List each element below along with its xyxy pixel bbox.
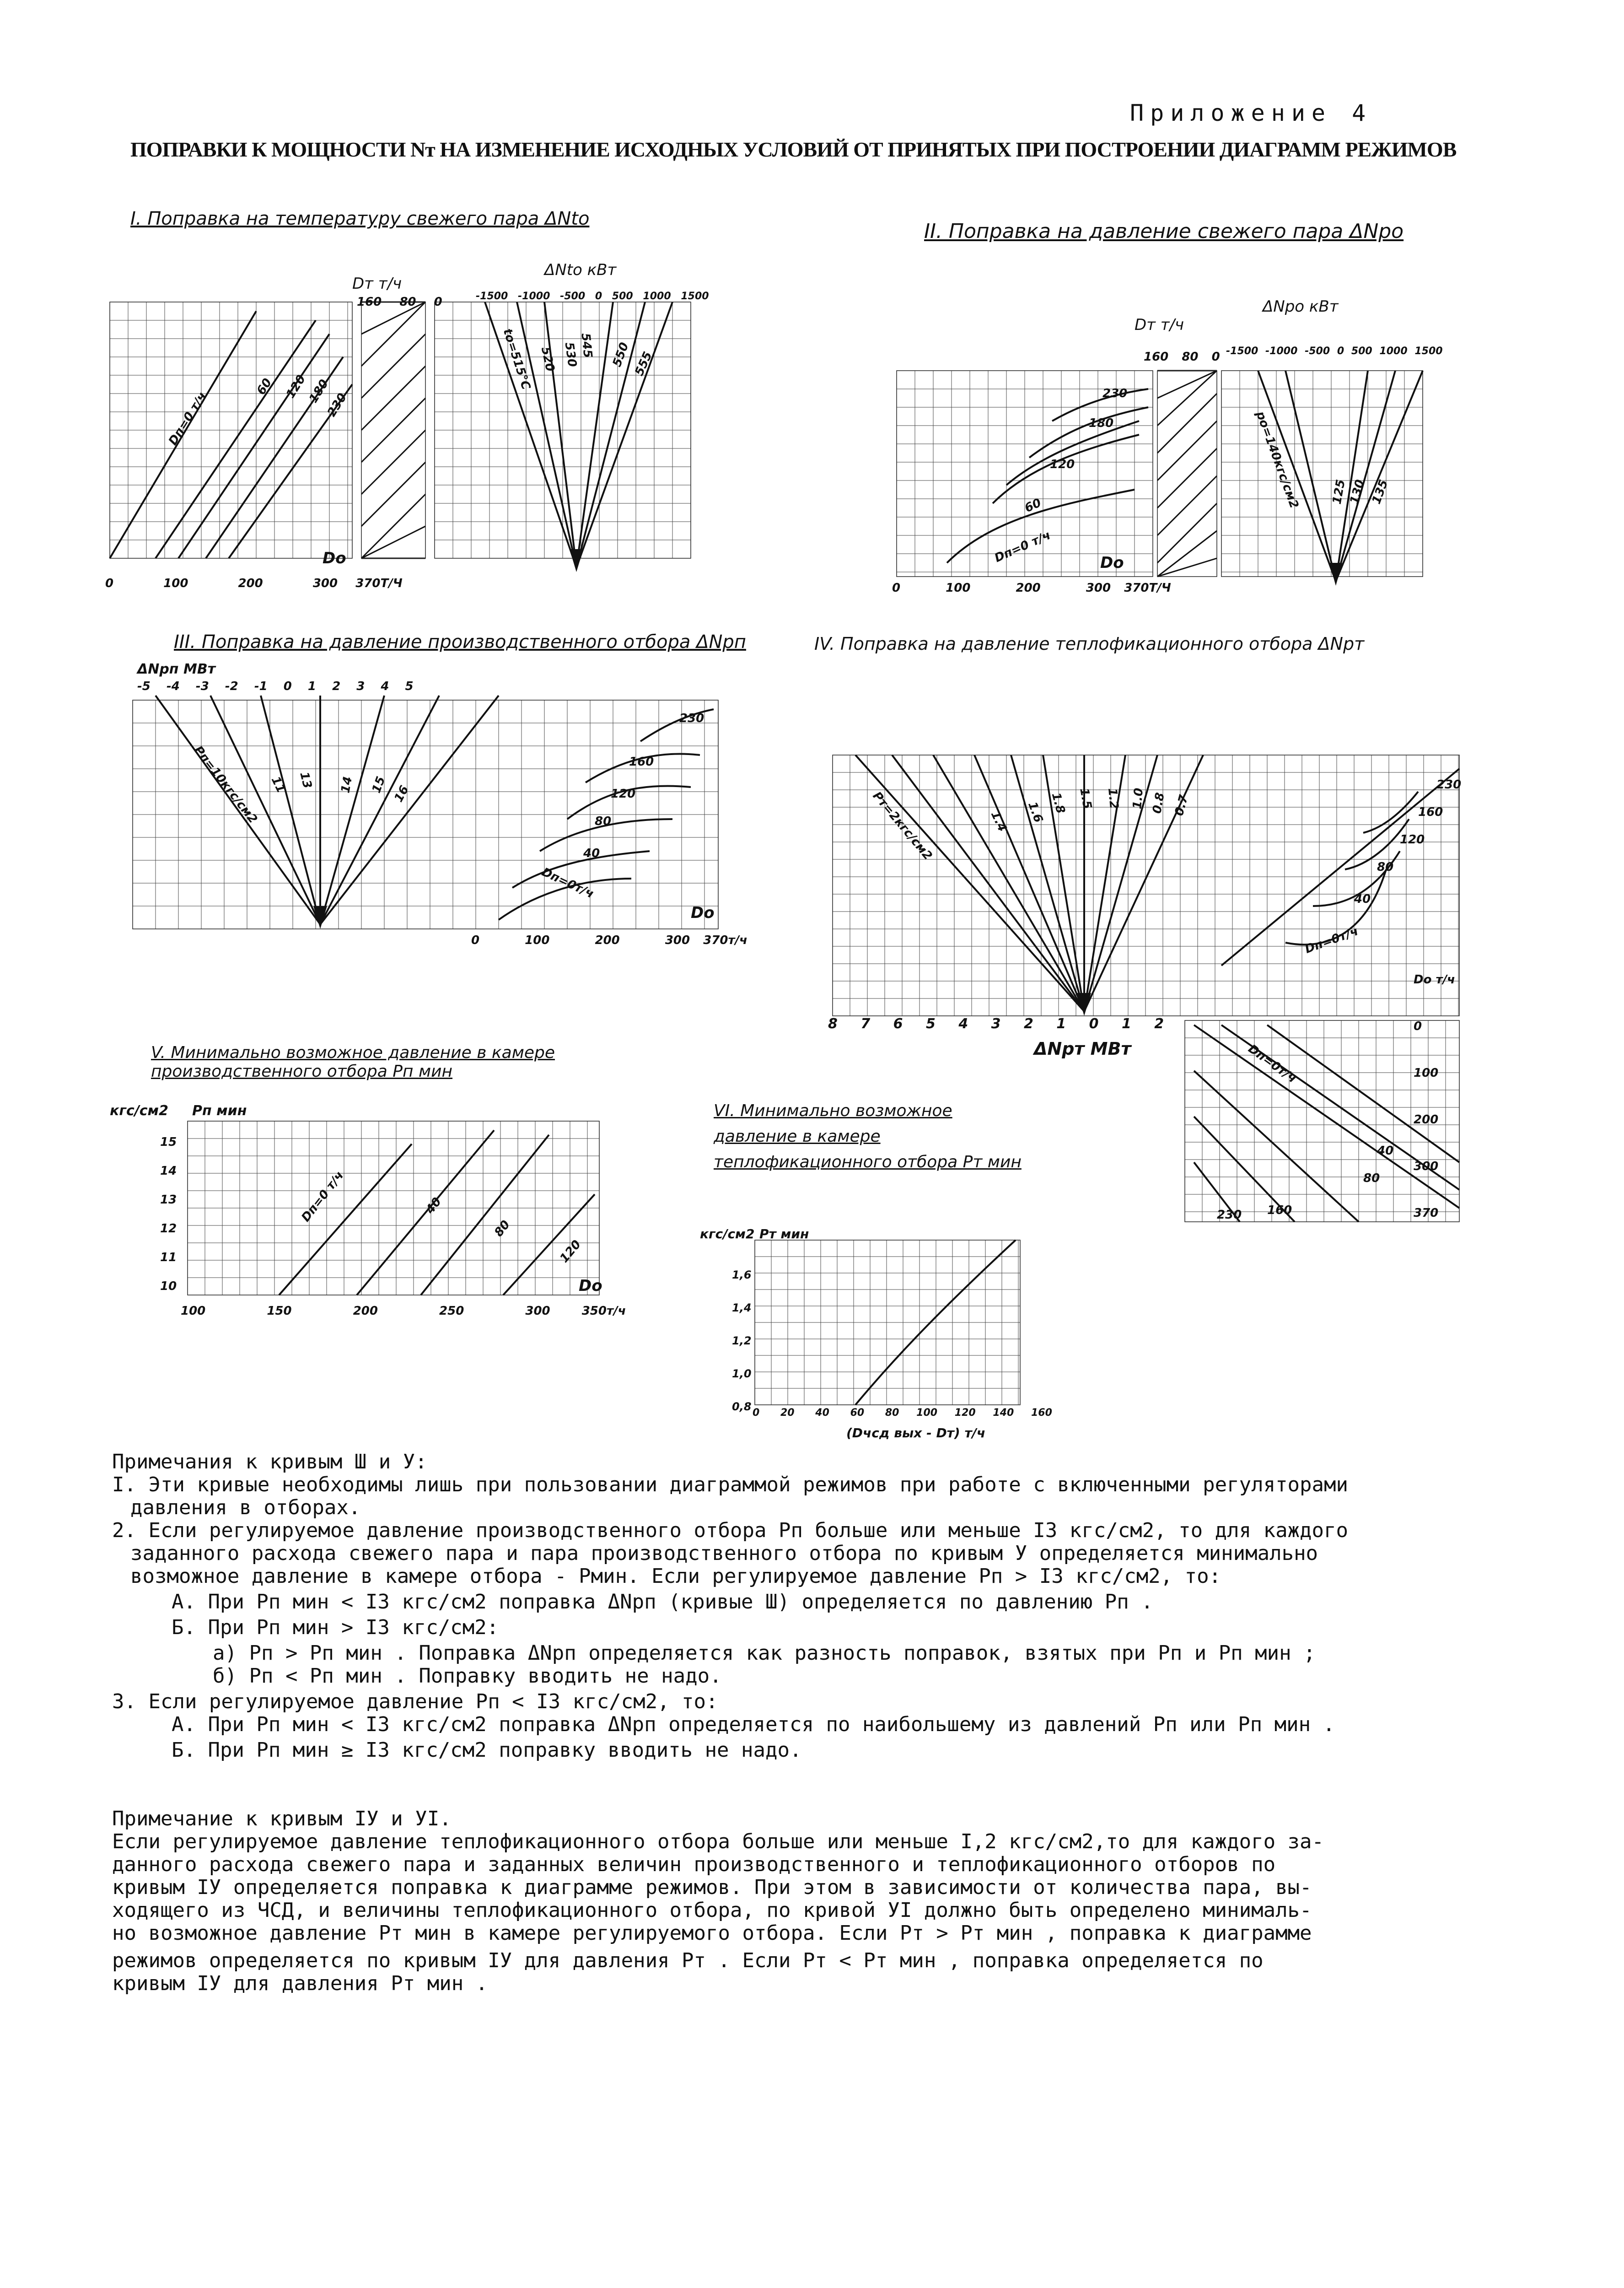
f5-y3: 12: [160, 1222, 177, 1236]
f1-tr5: 1000: [643, 291, 671, 302]
document-title: ПОПРАВКИ К МОЩНОСТИ Nт НА ИЗМЕНЕНИЕ ИСХОДНЫХ УСЛОВИЙ ОТ ПРИНЯТЫХ ПРИ ПОСТРОЕНИИ ДИАГРАММ РЕЖИМОВ: [130, 138, 1457, 161]
f6-x8: 160: [1031, 1407, 1052, 1419]
f6-y0: 1,6: [732, 1268, 752, 1281]
f4-fan-4: 1.5: [1077, 787, 1094, 810]
note2-line1: Если регулируемое давление теплофикационного отбора больше или меньше I,2 кгс/см2,то для каждого за-: [112, 1830, 1324, 1853]
f3-t5: 0: [283, 680, 292, 693]
note2-line5: но возможное давление Pт мин в камере регулируемого отбора. Если Pт > Pт мин , поправка к диаграмме: [112, 1921, 1312, 1945]
figure5-title: V. Минимально возможное давление в камере производственного отбора Pп мин: [151, 1043, 555, 1081]
f4-lower-3: 160: [1267, 1203, 1292, 1217]
figure6-xticks: [753, 1407, 1052, 1419]
f2-tl0: 160: [1144, 350, 1169, 364]
figure4-title: IV. Поправка на давление теплофикационного отбора ΔNpт: [814, 634, 1365, 654]
f2-tr1: -1000: [1265, 345, 1298, 357]
f4-fan-3: 1.8: [1049, 791, 1068, 815]
f2-x2: 200: [1016, 581, 1041, 595]
f5-curve-0: Dп=0 т/ч: [299, 1169, 347, 1225]
figure3-xlabel: Do: [691, 904, 715, 922]
f4-r0: Do т/ч: [1414, 973, 1455, 987]
figure1-top-ticks-left: [357, 295, 442, 309]
f3-t3: -2: [225, 680, 238, 693]
figure2-xticks: [892, 581, 1171, 595]
f2-curve-1: 60: [1022, 496, 1043, 516]
figure6-y-unit: кгс/см2: [700, 1226, 755, 1241]
f4-b10: 2: [1154, 1016, 1164, 1032]
f6-x2: 40: [815, 1407, 829, 1419]
f1-tr3: 0: [595, 291, 602, 302]
figure1-xticks: [105, 577, 403, 590]
notes-section: [112, 1451, 1530, 1995]
f6-y4: 0,8: [732, 1400, 752, 1413]
f3-x0: 0: [471, 934, 480, 947]
figure6-y-label: Pт мин: [759, 1226, 809, 1241]
f3-fan-2: 13: [297, 770, 315, 790]
figure1-top-ticks-right: [476, 291, 709, 302]
f2-fan-2: 130: [1347, 478, 1367, 506]
f3-curve-2: 80: [595, 815, 612, 828]
f2-tl2: 0: [1211, 350, 1220, 364]
f1-tl0: 160: [357, 295, 382, 309]
f4-b3: 5: [925, 1016, 936, 1032]
figure4-unit: ΔNpт МВт: [1034, 1039, 1131, 1059]
f3-x3: 300: [665, 934, 690, 947]
f5-curve-3: 120: [557, 1237, 584, 1266]
figure3-unit: ΔNpп МВт: [137, 661, 216, 677]
note1-item2Ba: а) Pп > Pп мин . Поправка ΔNpп определяется как разность поправок, взятых при Pп и Pп мин ;: [213, 1641, 1316, 1665]
figure3-chart: [128, 696, 723, 938]
f6-x6: 120: [954, 1407, 976, 1419]
f1-x0: 0: [105, 577, 114, 590]
f4-curve-3: 120: [1400, 833, 1425, 847]
f1-tl2: 0: [434, 295, 442, 309]
f3-fan-4: 15: [369, 774, 388, 795]
figure3-top-ticks: [137, 680, 414, 693]
figure5-yticks: [160, 1128, 177, 1301]
f3-curve-5: 230: [679, 712, 704, 725]
f4-lower-2: 80: [1363, 1171, 1380, 1185]
f1-x1: 100: [163, 577, 188, 590]
notes1-heading: Примечания к кривым Ш и У:: [112, 1450, 427, 1473]
f3-t0: -5: [137, 680, 151, 693]
grid: [188, 1121, 599, 1295]
f4-curve-1: 40: [1354, 892, 1371, 906]
f4-b6: 2: [1023, 1016, 1033, 1032]
f4-r5: 370: [1414, 1206, 1439, 1220]
f3-t4: -1: [254, 680, 268, 693]
f3-curve-1: 40: [583, 847, 600, 860]
figure2-title: II. Поправка на давление свежего пара ΔNpo: [924, 220, 1404, 243]
figure2-unit-left: Dт т/ч: [1135, 316, 1184, 334]
f2-curve-2: 120: [1050, 458, 1075, 471]
f4-b1: 7: [860, 1016, 871, 1032]
figure6-title: VI. Минимально возможное давление в камере теплофикационного отбора Pт мин: [714, 1101, 1022, 1171]
f5-y5: 10: [160, 1279, 177, 1293]
f5-x1: 150: [267, 1304, 292, 1318]
figure5-chart: [183, 1117, 604, 1300]
f4-r3: 200: [1414, 1113, 1439, 1127]
note2-line3: кривым IУ определяется поправка к диаграмме режимов. При этом в зависимости от количества пара, вы-: [112, 1876, 1312, 1899]
f6-y2: 1,2: [732, 1334, 752, 1347]
f6-x1: 20: [780, 1407, 795, 1419]
note1-item2A: А. При Pп мин < I3 кгс/см2 поправка ΔNpп (кривые Ш) определяется по давлению Pп .: [172, 1590, 1153, 1613]
f6-x7: 140: [993, 1407, 1014, 1419]
f1-tl1: 80: [399, 295, 416, 309]
f2-curve-3: 180: [1089, 416, 1114, 430]
f2-tr2: -500: [1305, 345, 1330, 357]
f4-curve-5: 230: [1436, 778, 1462, 792]
f6-y1: 1,4: [732, 1301, 752, 1314]
f1-x2: 200: [238, 577, 263, 590]
f3-curve-4: 160: [629, 755, 654, 769]
f4-b0: 8: [828, 1016, 838, 1032]
f1-curve-0: Dп=0 т/ч: [166, 389, 210, 448]
f2-tr6: 1500: [1414, 345, 1443, 357]
f5-x5: 350т/ч: [581, 1304, 626, 1318]
f5-curve-2: 80: [492, 1218, 513, 1240]
f5-y0: 15: [160, 1135, 177, 1149]
f4-b4: 4: [958, 1016, 968, 1032]
f5-x3: 250: [439, 1304, 464, 1318]
f1-fan-2: 530: [562, 341, 579, 368]
f3-x2: 200: [595, 934, 620, 947]
f6-x3: 60: [850, 1407, 865, 1419]
f5-y2: 13: [160, 1193, 177, 1207]
f2-tr0: -1500: [1226, 345, 1258, 357]
f3-x1: 100: [525, 934, 550, 947]
f2-tr5: 1000: [1379, 345, 1408, 357]
f4-fan-0: Pт=2кгс/см2: [870, 789, 935, 863]
f4-r4: 300: [1414, 1160, 1439, 1173]
f4-fan-7: 0.8: [1150, 791, 1167, 815]
f4-curve-0: Dп=0т/ч: [1303, 924, 1361, 956]
f2-tr3: 0: [1337, 345, 1344, 357]
f3-x4: 370т/ч: [703, 934, 747, 947]
figure1-chart: [105, 293, 700, 586]
f4-b7: 1: [1056, 1016, 1066, 1032]
note2-line2: данного расхода свежего пара и заданных величин производственного и теплофикационного отборов по: [112, 1853, 1276, 1876]
note1-item3B: Б. При Pп мин ≥ I3 кгс/см2 поправку вводить не надо.: [172, 1738, 802, 1762]
f4-lower-0: Dп=0т/ч: [1245, 1042, 1299, 1086]
appendix-label: Приложение 4: [1130, 100, 1372, 126]
f5-y4: 11: [160, 1251, 177, 1264]
f3-fan-5: 16: [392, 783, 412, 805]
figure3-xticks: [471, 934, 747, 947]
f2-curve-0: Dп=0 т/ч: [992, 528, 1053, 566]
f3-t7: 2: [332, 680, 341, 693]
f4-fan-2: 1.6: [1025, 800, 1046, 825]
figure1-unit-left: Dт т/ч: [352, 275, 402, 293]
f4-b9: 1: [1121, 1016, 1131, 1032]
f4-fan-1: 1.4: [988, 809, 1010, 834]
note2-line4: ходящего из ЧСД, и величины теплофикационного отбора, по кривой УI должно быть определено минималь-: [112, 1899, 1312, 1922]
figure5-y-label: Pп мин: [192, 1103, 247, 1119]
f1-curve-1: 60: [254, 376, 275, 398]
f3-fan-0: Pп=10кгс/см2: [191, 743, 260, 826]
f2-tr4: 500: [1351, 345, 1372, 357]
figure2-chart: [892, 366, 1432, 586]
figure5-xlabel: Do: [579, 1277, 602, 1295]
f4-fan-5: 1.2: [1105, 787, 1121, 810]
figure2-top-ticks-right: [1226, 345, 1443, 357]
note2-line6: режимов определяется по кривым IУ для давления Pт . Если Pт < Pт мин , поправка определяется по: [112, 1949, 1264, 1972]
note1-item3A: А. При Pп мин < I3 кгс/см2 поправка ΔNpп определяется по наибольшему из давлений Pп или Pп мин .: [172, 1713, 1335, 1736]
f1-fan-4: 550: [610, 340, 632, 369]
f4-r2: 100: [1414, 1066, 1439, 1080]
f1-fan-3: 545: [578, 332, 595, 359]
hatching: [1157, 371, 1217, 577]
f3-fan-1: 11: [268, 774, 288, 795]
notes2-heading: Примечание к кривым IУ и УI.: [112, 1807, 452, 1830]
f1-fan-5: 555: [632, 350, 655, 378]
f1-tr2: -500: [560, 291, 586, 302]
f2-x4: 370Т/Ч: [1124, 581, 1171, 595]
figure6-yticks: [732, 1258, 752, 1423]
figure3-title: III. Поправка на давление производственного отбора ΔNpп: [174, 631, 746, 653]
f4-r1: 0: [1414, 1020, 1422, 1033]
f1-tr0: -1500: [476, 291, 508, 302]
note2-line7: кривым IУ для давления Pт мин .: [112, 1972, 488, 1995]
figure4-right-ticks: [1414, 956, 1455, 1236]
f3-t9: 4: [381, 680, 389, 693]
grid: [755, 1240, 1020, 1405]
f2-tl1: 80: [1182, 350, 1199, 364]
figure4-bottom-ticks: [828, 1016, 1164, 1032]
figure2-xlabel: Do: [1100, 554, 1124, 572]
f4-fan-6: 1.0: [1130, 787, 1146, 810]
f1-curve-2: 120: [284, 372, 309, 401]
note1-item3: 3. Если регулируемое давление Pп < I3 кгс/см2, то:: [112, 1690, 718, 1713]
f1-x4: 370Т/Ч: [355, 577, 403, 590]
f4-b2: 6: [893, 1016, 903, 1032]
figure1-unit-right: ΔNto кВт: [544, 261, 617, 279]
figure2-unit-right: ΔNpo кВт: [1263, 297, 1339, 316]
figure6-xlabel: (Dчсд вых - Dт) т/ч: [846, 1425, 986, 1441]
f3-curve-3: 120: [611, 787, 636, 801]
f5-x2: 200: [353, 1304, 378, 1318]
f4-curve-4: 160: [1418, 805, 1443, 819]
f5-curve-1: 40: [423, 1195, 445, 1217]
note1-item2B: Б. При Pп мин > I3 кгс/см2:: [172, 1616, 499, 1639]
f2-fan-1: 125: [1330, 478, 1348, 506]
figure2-top-ticks-left: [1144, 350, 1220, 364]
figure1-xlabel: Do: [323, 549, 346, 567]
f1-fan-1: 520: [538, 345, 557, 373]
f1-tr6: 1500: [681, 291, 709, 302]
f6-y3: 1,0: [732, 1367, 752, 1380]
f5-y1: 14: [160, 1164, 177, 1178]
f1-curve-3: 180: [307, 377, 332, 405]
f2-x1: 100: [946, 581, 971, 595]
f6-x5: 100: [916, 1407, 938, 1419]
f3-curve-0: Dп=0т/ч: [539, 865, 596, 901]
f3-t1: -4: [166, 680, 180, 693]
f3-t2: -3: [195, 680, 209, 693]
f4-curve-2: 80: [1377, 860, 1394, 874]
f1-tr4: 500: [612, 291, 633, 302]
f6-x0: 0: [753, 1407, 760, 1419]
figure5-xticks: [181, 1304, 626, 1318]
figure6-chart: [750, 1236, 1025, 1409]
figure5-y-unit: кгс/см2: [110, 1103, 168, 1119]
f5-x4: 300: [525, 1304, 550, 1318]
note1-item2c: возможное давление в камере отбора - Pмин. Если регулируемое давление Pп > I3 кгс/см2, то:: [130, 1565, 1221, 1588]
note1-item2Bb: б) Pп < Pп мин . Поправку вводить не надо.: [213, 1664, 722, 1688]
f3-fan-3: 14: [339, 775, 355, 794]
f2-x0: 0: [892, 581, 901, 595]
note1-item2: 2. Если регулируемое давление производственного отбора Pп больше или меньше I3 кгс/см2, то для каждого: [112, 1519, 1349, 1542]
f2-curve-4: 230: [1102, 387, 1128, 400]
f4-fan-8: 0.7: [1172, 793, 1191, 818]
grid: [133, 700, 718, 929]
f6-x4: 80: [885, 1407, 899, 1419]
f3-t10: 5: [405, 680, 414, 693]
note1-item1: I. Эти кривые необходимы лишь при пользовании диаграммой режимов при работе с включенными регуляторами: [112, 1473, 1349, 1496]
f3-t8: 3: [356, 680, 365, 693]
f1-fan-0: to=515°C: [500, 327, 533, 392]
grid: [435, 302, 691, 558]
f2-fan-3: 135: [1369, 478, 1391, 506]
f5-x0: 100: [181, 1304, 206, 1318]
figure1-title: I. Поправка на температуру свежего пара ΔNto: [130, 208, 590, 229]
f3-t6: 1: [307, 680, 317, 693]
f4-lower-1: 40: [1377, 1144, 1394, 1158]
note1-item1b: давления в отборах.: [130, 1496, 361, 1519]
f4-lower-4: 230: [1217, 1208, 1242, 1222]
f1-curve-4: 230: [325, 391, 350, 419]
f2-fan-0: po=140кгс/см2: [1253, 409, 1301, 511]
f1-x3: 300: [312, 577, 338, 590]
f4-b5: 3: [991, 1016, 1001, 1032]
f2-x3: 300: [1086, 581, 1111, 595]
note1-item2b: заданного расхода свежего пара и пара производственного отбора по кривым У определяется минимально: [130, 1542, 1318, 1565]
f1-tr1: -1000: [518, 291, 550, 302]
hatching: [361, 302, 425, 558]
f4-b8: 0: [1089, 1016, 1099, 1032]
